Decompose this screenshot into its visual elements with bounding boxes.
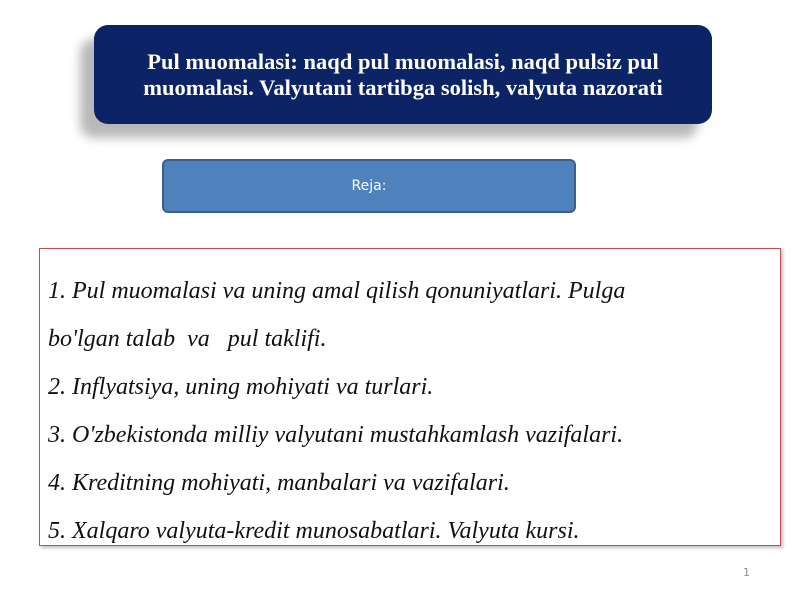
plan-item-2: 2. Inflyatsiya, uning mohiyati va turlari. xyxy=(48,374,434,400)
plan-label-box xyxy=(162,159,576,213)
slide-title: Pul muomalasi: naqd pul muomalasi, naqd pulsiz pul muomalasi. Valyutani tartibga solish, valyuta nazorati xyxy=(143,48,663,100)
plan-list xyxy=(48,267,768,555)
plan-item-3: 3. O'zbekistonda milliy valyutani mustahkamlash vazifalari. xyxy=(48,422,624,448)
plan-content-box xyxy=(39,248,781,546)
slide-title-box xyxy=(94,25,712,124)
plan-item-4: 4. Kreditning mohiyati, manbalari va vazifalari. xyxy=(48,470,510,496)
plan-item-5: 5. Xalqaro valyuta-kredit munosabatlari. Valyuta kursi. xyxy=(48,518,580,544)
plan-item-1: 1. Pul muomalasi va uning amal qilish qonuniyatlari. Pulga bo'lgan talab va pul taklifi. xyxy=(48,278,632,352)
plan-label: Reja: xyxy=(351,178,387,194)
page-number: 1 xyxy=(743,566,750,579)
